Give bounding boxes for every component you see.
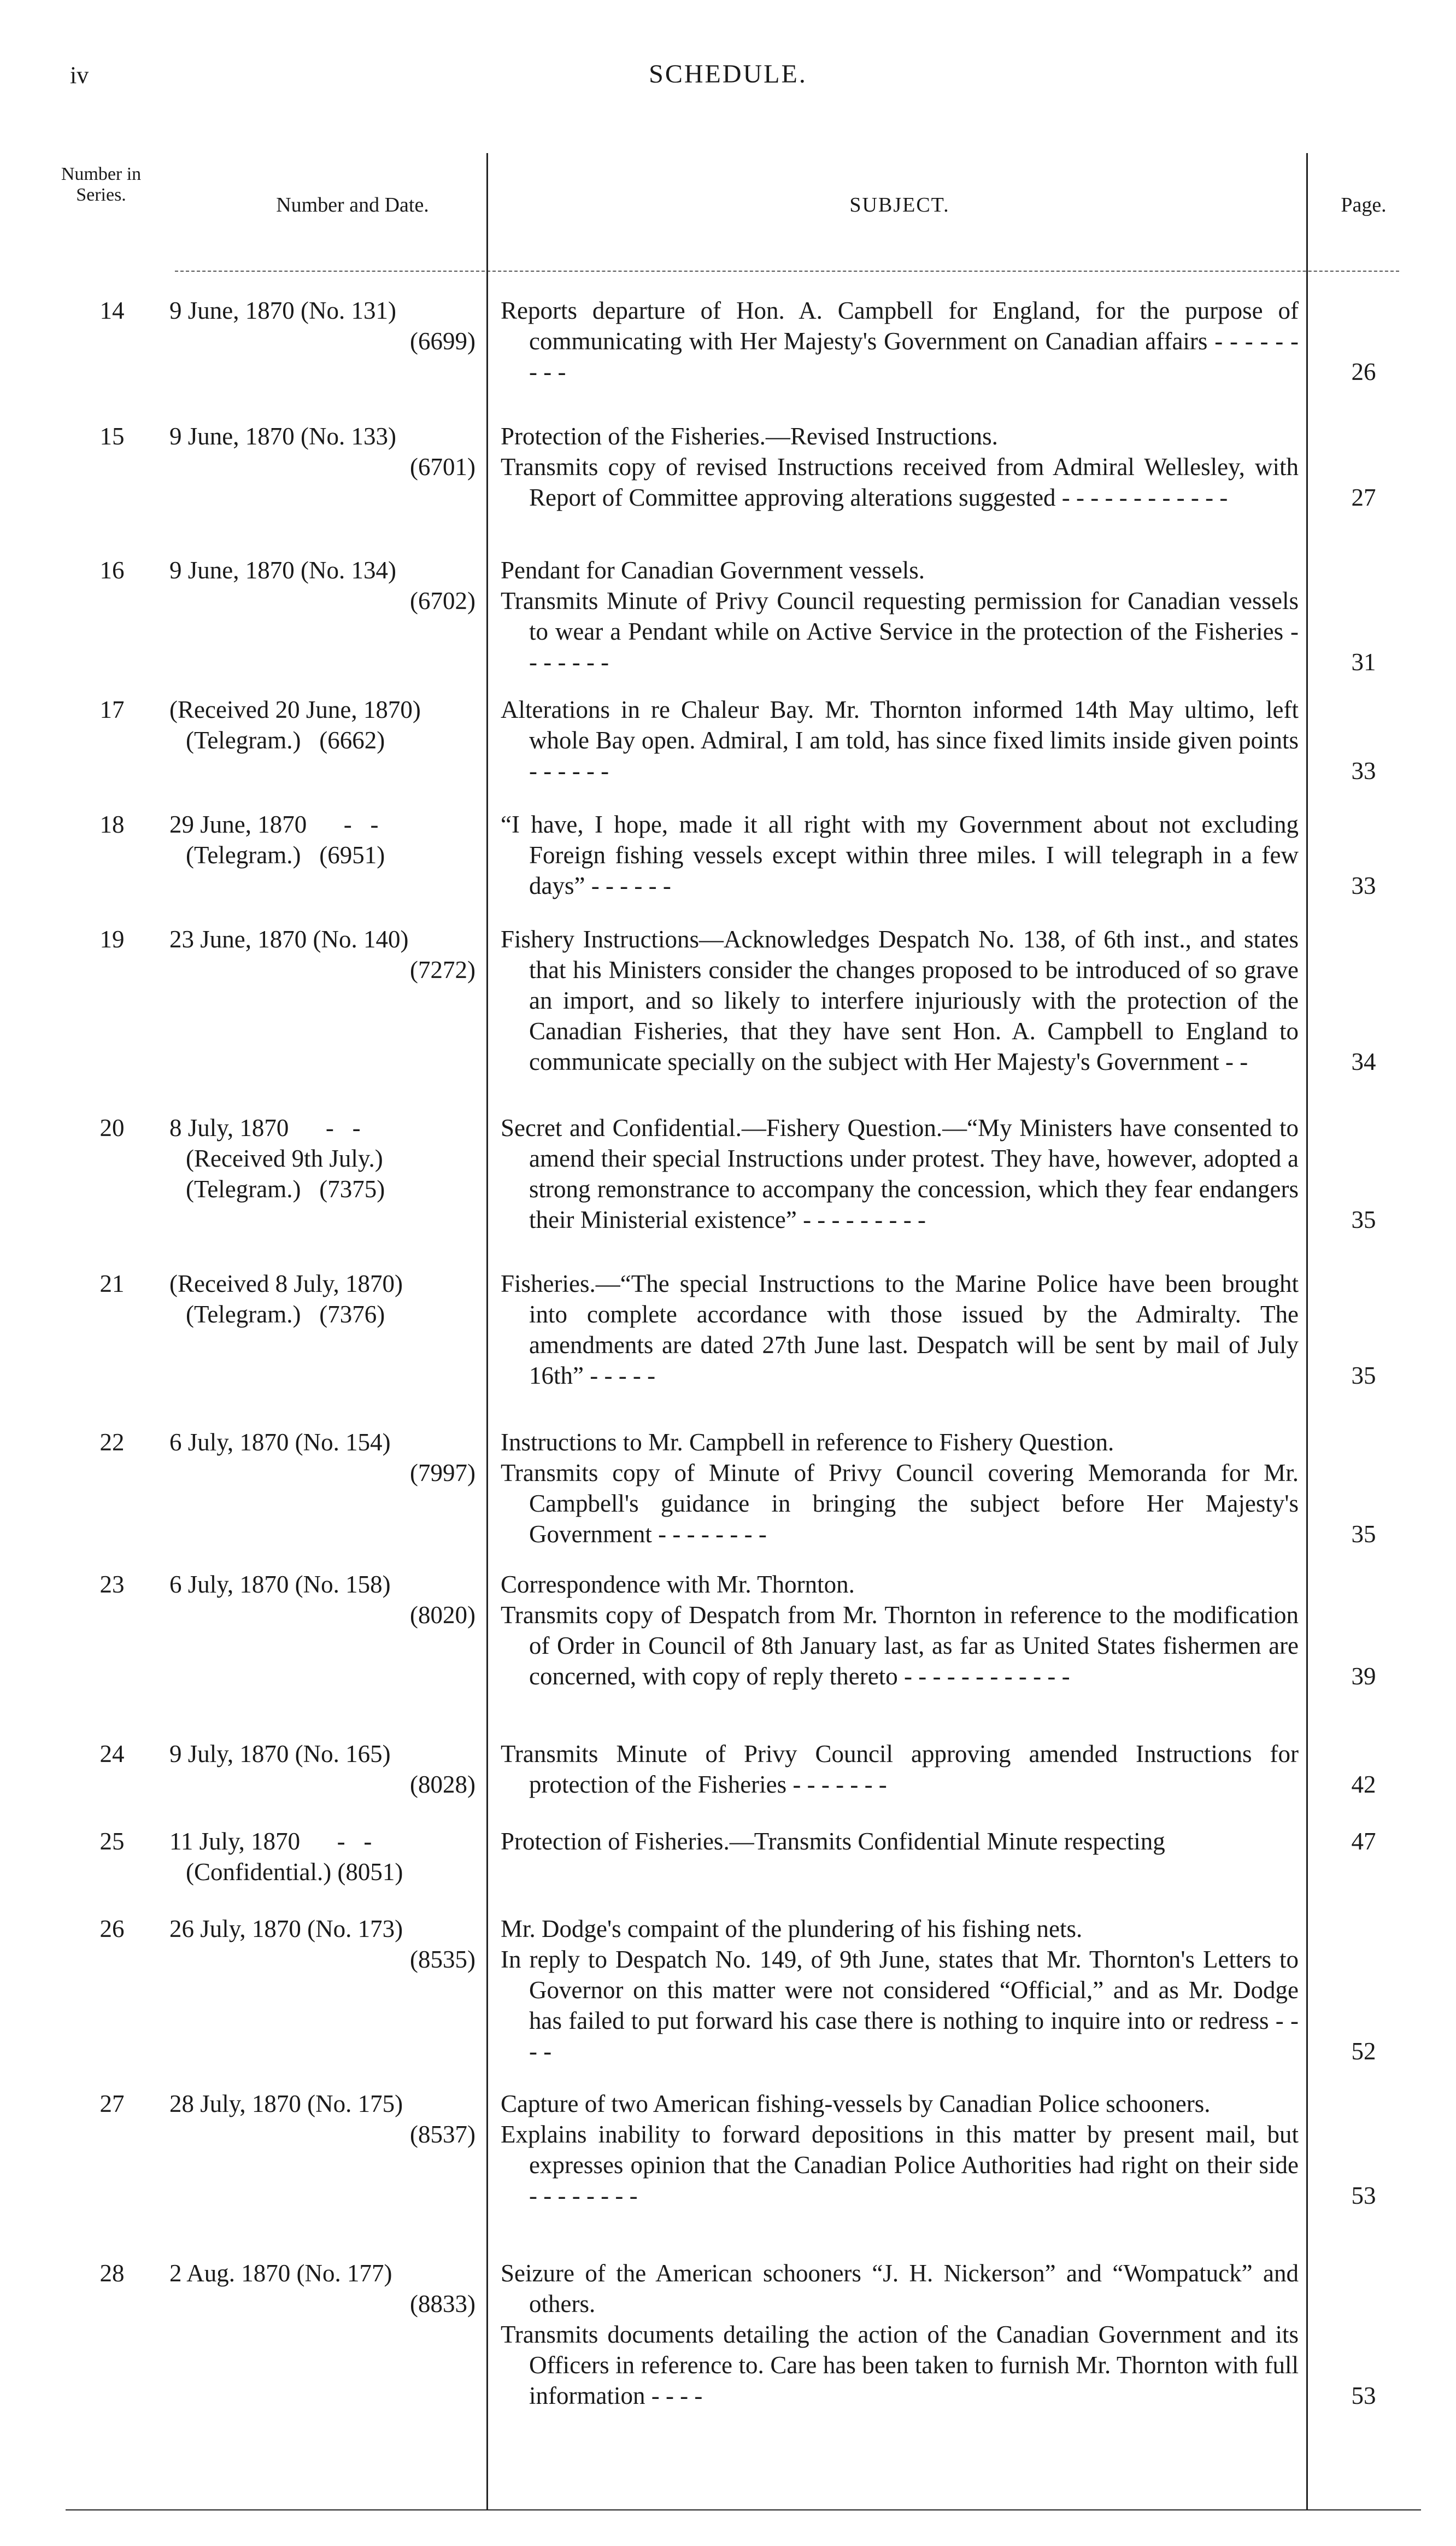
subject-paragraph: Seizure of the American schooners “J. H. Nickerson” and “Wompatuck” and others. <box>501 2260 1299 2317</box>
subject-paragraph: Fisheries.—“The special Instructions to the Marine Police have been brought into complete accordance with those issued by the Admiralty. The amendments are dated 27th June last. Despatch will be sent by mail of July 16th” - - - - - <box>501 1270 1299 1389</box>
entry-page: 47 <box>1351 1828 1376 1855</box>
entry-date <box>169 1913 475 1975</box>
entry-number: 14 <box>99 297 125 324</box>
entry-subject <box>501 1113 1299 1235</box>
subject-paragraph: Transmits copy of Minute of Privy Council covering Memoranda for Mr. Campbell's guidance in bringing the subject before Her Majesty's Government - - - - - - - - <box>501 1459 1299 1548</box>
entry-date <box>169 1113 475 1204</box>
entry-subject <box>501 924 1299 1077</box>
subject-heading: Mr. Dodge's compaint of the plundering of his fishing nets. <box>501 1915 1083 1942</box>
entry-date-line: (6701) <box>410 453 475 481</box>
entry-number: 21 <box>99 1270 125 1297</box>
subject-paragraph: “I have, I hope, made it all right with my Government about not excluding Foreign fishing vessels except within three miles. I will telegraph in a few days” - - - - - - <box>501 811 1299 899</box>
entry-subject <box>501 2088 1299 2211</box>
entry-subject <box>501 421 1299 513</box>
entry-date <box>169 694 475 756</box>
entry-date <box>169 1826 475 1887</box>
entry-date-line: (Received 8 July, 1870) <box>169 1270 403 1297</box>
subject-paragraph: Transmits copy of Despatch from Mr. Thornton in reference to the modification of Order in Council of 8th January last, as far as United States fishermen are concerned, with copy of reply thereto - - - - - - - - - - - - <box>501 1601 1299 1690</box>
entry-date-line: (Telegram.) (6662) <box>186 727 385 754</box>
entry-date <box>169 295 475 356</box>
entry-date-line: (7272) <box>410 956 475 984</box>
entry-date-line: (6702) <box>410 587 475 614</box>
entry-page: 26 <box>1351 358 1376 385</box>
entry-date-line: 28 July, 1870 (No. 175) <box>169 2090 403 2117</box>
column-rule-subject <box>486 153 488 2509</box>
subject-paragraph: Transmits copy of revised Instructions received from Admiral Wellesley, with Report of Committee approving alterations suggested - - - - - - - - - - - - <box>501 453 1299 511</box>
entry-subject <box>501 1739 1299 1800</box>
entry-number: 18 <box>99 811 125 838</box>
entry-date-line: (Confidential.) (8051) <box>186 1858 403 1886</box>
entry-number: 25 <box>99 1828 125 1855</box>
entry-subject <box>501 1268 1299 1391</box>
entry-date-line: (Received 20 June, 1870) <box>169 696 421 723</box>
entry-page: 27 <box>1351 484 1376 511</box>
entry-subject <box>501 809 1299 901</box>
entry-number: 16 <box>99 557 125 584</box>
entry-date-line: 9 June, 1870 (No. 131) <box>169 297 396 324</box>
entry-date <box>169 1268 475 1330</box>
entry-subject <box>501 1427 1299 1549</box>
subject-paragraph: Protection of Fisheries.—Transmits Confidential Minute respecting <box>501 1828 1165 1855</box>
subject-paragraph: Transmits Minute of Privy Council approving amended Instructions for protection of the Fisheries - - - - - - - <box>501 1740 1299 1798</box>
entry-page: 42 <box>1351 1771 1376 1798</box>
entry-subject <box>501 295 1299 387</box>
entry-date-line: 9 June, 1870 (No. 134) <box>169 557 396 584</box>
entry-date-line: (8028) <box>410 1771 475 1798</box>
entry-date <box>169 421 475 482</box>
entry-date-line: 6 July, 1870 (No. 158) <box>169 1571 391 1598</box>
col-header-date: Number and Date. <box>276 194 429 216</box>
column-rule-page <box>1306 153 1308 2509</box>
entry-date-line: 26 July, 1870 (No. 173) <box>169 1915 403 1942</box>
entry-date-line: (8020) <box>410 1601 475 1629</box>
subject-paragraph: Explains inability to forward depositions in this matter by present mail, but expresses opinion that the Canadian Police Authorities had right on their side - - - - - - - - <box>501 2121 1299 2209</box>
entry-date-line: (8535) <box>410 1946 475 1973</box>
entry-page: 39 <box>1351 1663 1376 1690</box>
entry-page: 33 <box>1351 872 1376 899</box>
entry-date-line: 29 June, 1870 - - <box>169 811 379 838</box>
entry-number: 20 <box>99 1114 125 1142</box>
entry-subject <box>501 1913 1299 2067</box>
entry-date-line: (7997) <box>410 1459 475 1486</box>
entry-date <box>169 924 475 985</box>
bottom-rule <box>66 2509 1421 2510</box>
entry-date <box>169 555 475 616</box>
entry-subject <box>501 2258 1299 2411</box>
subject-paragraph: Transmits documents detailing the action of the Canadian Government and its Officers in reference to. Care has been taken to furnish Mr. Thornton with full information - - - - <box>501 2321 1299 2409</box>
entry-number: 28 <box>99 2260 125 2287</box>
subject-paragraph: Transmits Minute of Privy Council requesting permission for Canadian vessels to wear a Pendant while on Active Service in the protection of the Fisheries - - - - - - - <box>501 587 1299 676</box>
entry-date-line: (Telegram.) (7375) <box>186 1175 385 1203</box>
col-header-subject: SUBJECT. <box>849 194 950 216</box>
entry-date-line: 23 June, 1870 (No. 140) <box>169 926 409 953</box>
entry-date-line: (6699) <box>410 327 475 355</box>
entry-date <box>169 2258 475 2319</box>
entry-subject <box>501 1569 1299 1692</box>
entry-date-line: 11 July, 1870 - - <box>169 1828 372 1855</box>
entry-page: 35 <box>1351 1206 1376 1233</box>
entry-page: 35 <box>1351 1362 1376 1389</box>
entry-number: 22 <box>99 1429 125 1456</box>
entry-date-line: (Telegram.) (7376) <box>186 1301 385 1328</box>
entry-number: 27 <box>99 2090 125 2117</box>
entry-number: 15 <box>99 423 125 450</box>
entry-page: 53 <box>1351 2382 1376 2409</box>
entry-subject <box>501 1826 1299 1857</box>
entry-page: 31 <box>1351 648 1376 676</box>
entry-date-line: (8833) <box>410 2290 475 2317</box>
page-title: SCHEDULE. <box>649 60 807 89</box>
entry-date <box>169 1427 475 1488</box>
col-header-page: Page. <box>1341 194 1387 216</box>
entry-date-line: 6 July, 1870 (No. 154) <box>169 1429 391 1456</box>
subject-paragraph: In reply to Despatch No. 149, of 9th June, states that Mr. Thornton's Letters to Governor on this matter were not considered “Official,” and as Mr. Dodge has failed to put forward his case there is nothing to inquire into or redress - - - - <box>501 1946 1299 2065</box>
entry-date-line: (Telegram.) (6951) <box>186 841 385 869</box>
subject-heading: Protection of the Fisheries.—Revised Instructions. <box>501 423 998 450</box>
entry-page: 52 <box>1351 2038 1376 2065</box>
page-number: iv <box>70 62 89 89</box>
entry-page: 33 <box>1351 757 1376 785</box>
entry-date <box>169 1569 475 1630</box>
entry-subject <box>501 694 1299 786</box>
entry-date-line: 9 June, 1870 (No. 133) <box>169 423 396 450</box>
entry-subject <box>501 555 1299 677</box>
entry-number: 23 <box>99 1571 125 1598</box>
entry-date <box>169 809 475 870</box>
entry-number: 19 <box>99 926 125 953</box>
entry-date-line: 2 Aug. 1870 (No. 177) <box>169 2260 392 2287</box>
subject-paragraph: Reports departure of Hon. A. Campbell for England, for the purpose of communicating with Her Majesty's Government on Canadian affairs - - - - - - - - - <box>501 297 1299 385</box>
subject-heading: Pendant for Canadian Government vessels. <box>501 557 925 584</box>
entry-date-line: 8 July, 1870 - - <box>169 1114 361 1142</box>
entry-page: 34 <box>1351 1048 1376 1075</box>
header-divider <box>175 271 1399 272</box>
entry-page: 35 <box>1351 1520 1376 1548</box>
entry-date-line: (Received 9th July.) <box>186 1145 383 1172</box>
subject-heading: Correspondence with Mr. Thornton. <box>501 1571 855 1598</box>
entry-number: 26 <box>99 1915 125 1942</box>
entry-date <box>169 1739 475 1800</box>
subject-paragraph: Capture of two American fishing-vessels by Canadian Police schooners. <box>501 2090 1211 2117</box>
subject-paragraph: Secret and Confidential.—Fishery Question.—“My Ministers have consented to amend their special Instructions under protest. They have, however, adopted a strong remonstrance to accompany the concession, which they fear endangers their Ministerial existence” - - - - - - - - - <box>501 1114 1299 1233</box>
entry-date-line: (8537) <box>410 2121 475 2148</box>
col-header-number: Number in Series. <box>61 164 142 205</box>
entry-number: 17 <box>99 696 125 723</box>
entry-page: 53 <box>1351 2182 1376 2209</box>
entry-date <box>169 2088 475 2150</box>
entry-number: 24 <box>99 1740 125 1767</box>
subject-paragraph: Alterations in re Chaleur Bay. Mr. Thornton informed 14th May ultimo, left whole Bay open. Admiral, I am told, has since fixed limits inside given points - - - - - - <box>501 696 1299 785</box>
entry-date-line: 9 July, 1870 (No. 165) <box>169 1740 391 1767</box>
subject-heading: Instructions to Mr. Campbell in reference to Fishery Question. <box>501 1429 1114 1456</box>
subject-paragraph: Fishery Instructions—Acknowledges Despatch No. 138, of 6th inst., and states that his Ministers consider the changes proposed to be introduced of so grave an import, and so likely to interfere injuriously with the protection of the Canadian Fisheries, that they have sent Hon. A. Campbell to England to communicate specially on the subject with Her Majesty's Government - - <box>501 926 1299 1075</box>
